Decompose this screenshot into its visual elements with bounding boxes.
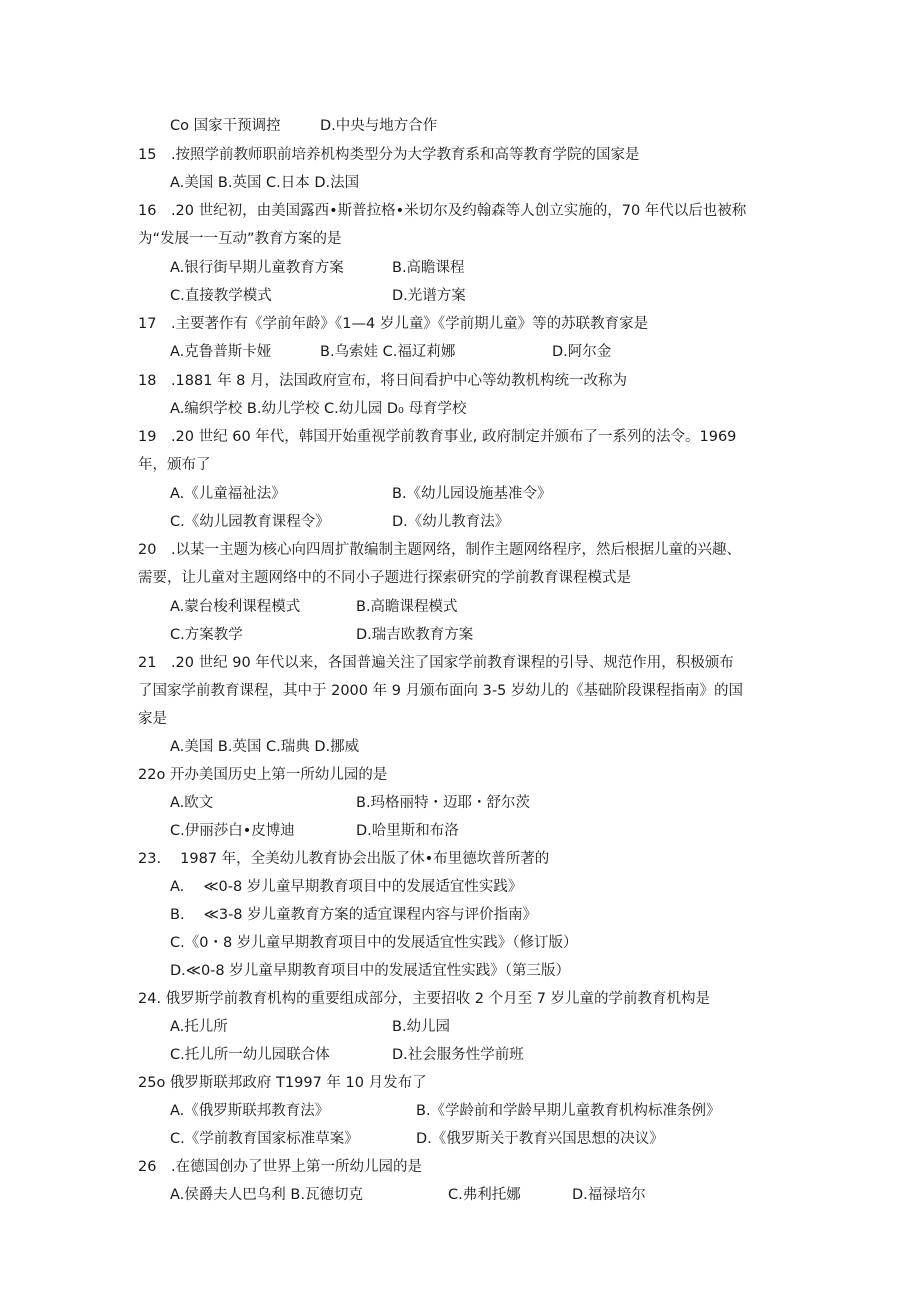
q25-option-a: A.《俄罗斯联邦教育法》 <box>170 1103 330 1119</box>
q17-stem: 17 .主要著作有《学前年龄》《1—4 岁儿童》《学前期儿童》等的苏联教育家是 <box>138 316 649 332</box>
q16-option-d: D.光谱方案 <box>392 288 466 304</box>
q25-option-b: B.《学龄前和学龄早期儿童教育机构标准条例》 <box>416 1103 721 1119</box>
q16-stem-line1: 16 .20 世纪初，由美国露西•斯普拉格•米切尔及约翰森等人创立实施的，70 年代以后也被称 <box>138 203 747 219</box>
q25-stem: 25o 俄罗斯联邦政府 T1997 年 10 月发布了 <box>138 1075 427 1091</box>
q20-stem-line1: 20 .以某一主题为核心向四周扩散编制主题网络，制作主题网络程序，然后根据儿童的兴趣、 <box>138 542 742 558</box>
q17-option-d: D.阿尔金 <box>552 344 612 360</box>
q14-options-row <box>170 116 281 136</box>
q26-option-c: C.弗利托娜 <box>448 1187 521 1203</box>
q24-option-d: D.社会服务性学前班 <box>392 1047 524 1063</box>
q19-option-b: B.《幼儿园设施基准令》 <box>392 486 552 502</box>
q23-option-c: C.《0・8 岁儿童早期教育项目中的发展适宜性实践》（修订版） <box>170 935 578 951</box>
q24-stem: 24. 俄罗斯学前教育机构的重要组成部分，主要招收 2 个月至 7 岁儿童的学前教育机构是 <box>138 991 711 1007</box>
q24-option-a: A.托儿所 <box>170 1019 228 1035</box>
q15-options: A.美国 B.英国 C.日本 D.法国 <box>170 175 360 191</box>
q14-option-d: D.中央与地方合作 <box>320 118 438 134</box>
q19-stem-line1: 19 .20 世纪 60 年代，韩国开始重视学前教育事业, 政府制定并颁布了一系列的法令。1969 <box>138 429 737 445</box>
q22-option-c: C.伊丽莎白•皮博迪 <box>170 823 295 839</box>
q21-options: A.美国 B.英国 C.瑞典 D.挪威 <box>170 739 360 755</box>
q17-option-a: A.克鲁普斯卡娅 <box>170 344 272 360</box>
q21-stem-line3: 家是 <box>138 711 167 727</box>
q22-option-d: D.哈里斯和布洛 <box>356 823 459 839</box>
q23-option-a: A. ≪0-8 岁儿童早期教育项目中的发展适宜性实践》 <box>170 879 523 895</box>
q16-option-c: C.直接教学模式 <box>170 288 272 304</box>
q18-stem: 18 .1881 年 8 月，法国政府宣布，将日间看护中心等幼教机构统一改称为 <box>138 373 628 389</box>
q20-option-c: C.方案教学 <box>170 627 243 643</box>
q26-option-ab: A.侯爵夫人巴乌利 B.瓦德切克 <box>170 1187 363 1203</box>
q23-stem: 23. 1987 年，全美幼儿教育协会出版了休•布里德坎普所著的 <box>138 851 550 867</box>
q22-option-a: A.欧文 <box>170 795 214 811</box>
q20-option-d: D.瑞吉欧教育方案 <box>356 627 474 643</box>
q24-option-c: C.托儿所一幼儿园联合体 <box>170 1047 330 1063</box>
q22-stem: 22o 开办美国历史上第一所幼儿园的是 <box>138 767 388 783</box>
q25-option-c: C.《学前教育国家标准草案》 <box>170 1131 359 1147</box>
q19-stem-line2: 年，颁布了 <box>138 457 211 473</box>
q21-stem-line2: 了国家学前教育课程，其中于 2000 年 9 月颁布面向 3-5 岁幼儿的《基础阶段课程指南》的国 <box>138 683 743 699</box>
q16-stem-line2: 为“发展一一互动”教育方案的是 <box>138 231 342 247</box>
q15-stem: 15 .按照学前教师职前培养机构类型分为大学教育系和高等教育学院的国家是 <box>138 147 640 163</box>
q20-option-b: B.高瞻课程模式 <box>356 599 458 615</box>
q19-option-d: D.《幼儿教育法》 <box>392 514 510 530</box>
q26-option-d: D.福禄培尔 <box>572 1187 646 1203</box>
q25-option-d: D.《俄罗斯关于教育兴国思想的决议》 <box>416 1131 664 1147</box>
q18-options: A.编织学校 B.幼儿学校 C.幼儿园 D₀ 母育学校 <box>170 401 467 417</box>
q23-option-b: B. ≪3-8 岁儿童教育方案的适宜课程内容与评价指南》 <box>170 907 538 923</box>
q19-option-c: C.《幼儿园教育课程令》 <box>170 514 330 530</box>
q20-option-a: A.蒙台梭利课程模式 <box>170 599 301 615</box>
q21-stem-line1: 21 .20 世纪 90 年代以来，各国普遍关注了国家学前教育课程的引导、规范作用，积极颁布 <box>138 655 734 671</box>
q19-option-a: A.《儿童福祉法》 <box>170 486 286 502</box>
q17-option-bc: B.乌索娃 C.福辽莉娜 <box>320 344 456 360</box>
q22-option-b: B.玛格丽特・迈耶・舒尔茨 <box>356 795 531 811</box>
q16-option-a: A.银行街早期儿童教育方案 <box>170 260 344 276</box>
q20-stem-line2: 需要，让儿童对主题网络中的不同小子题进行探索研究的学前教育课程模式是 <box>138 570 631 586</box>
q14-option-c: Co 国家干预调控 <box>170 118 281 134</box>
q26-stem: 26 .在德国创办了世界上第一所幼儿园的是 <box>138 1159 423 1175</box>
q16-option-b: B.高瞻课程 <box>392 260 465 276</box>
q23-option-d: D.≪0-8 岁儿童早期教育项目中的发展适宜性实践》（第三版） <box>170 963 570 979</box>
q24-option-b: B.幼儿园 <box>392 1019 451 1035</box>
